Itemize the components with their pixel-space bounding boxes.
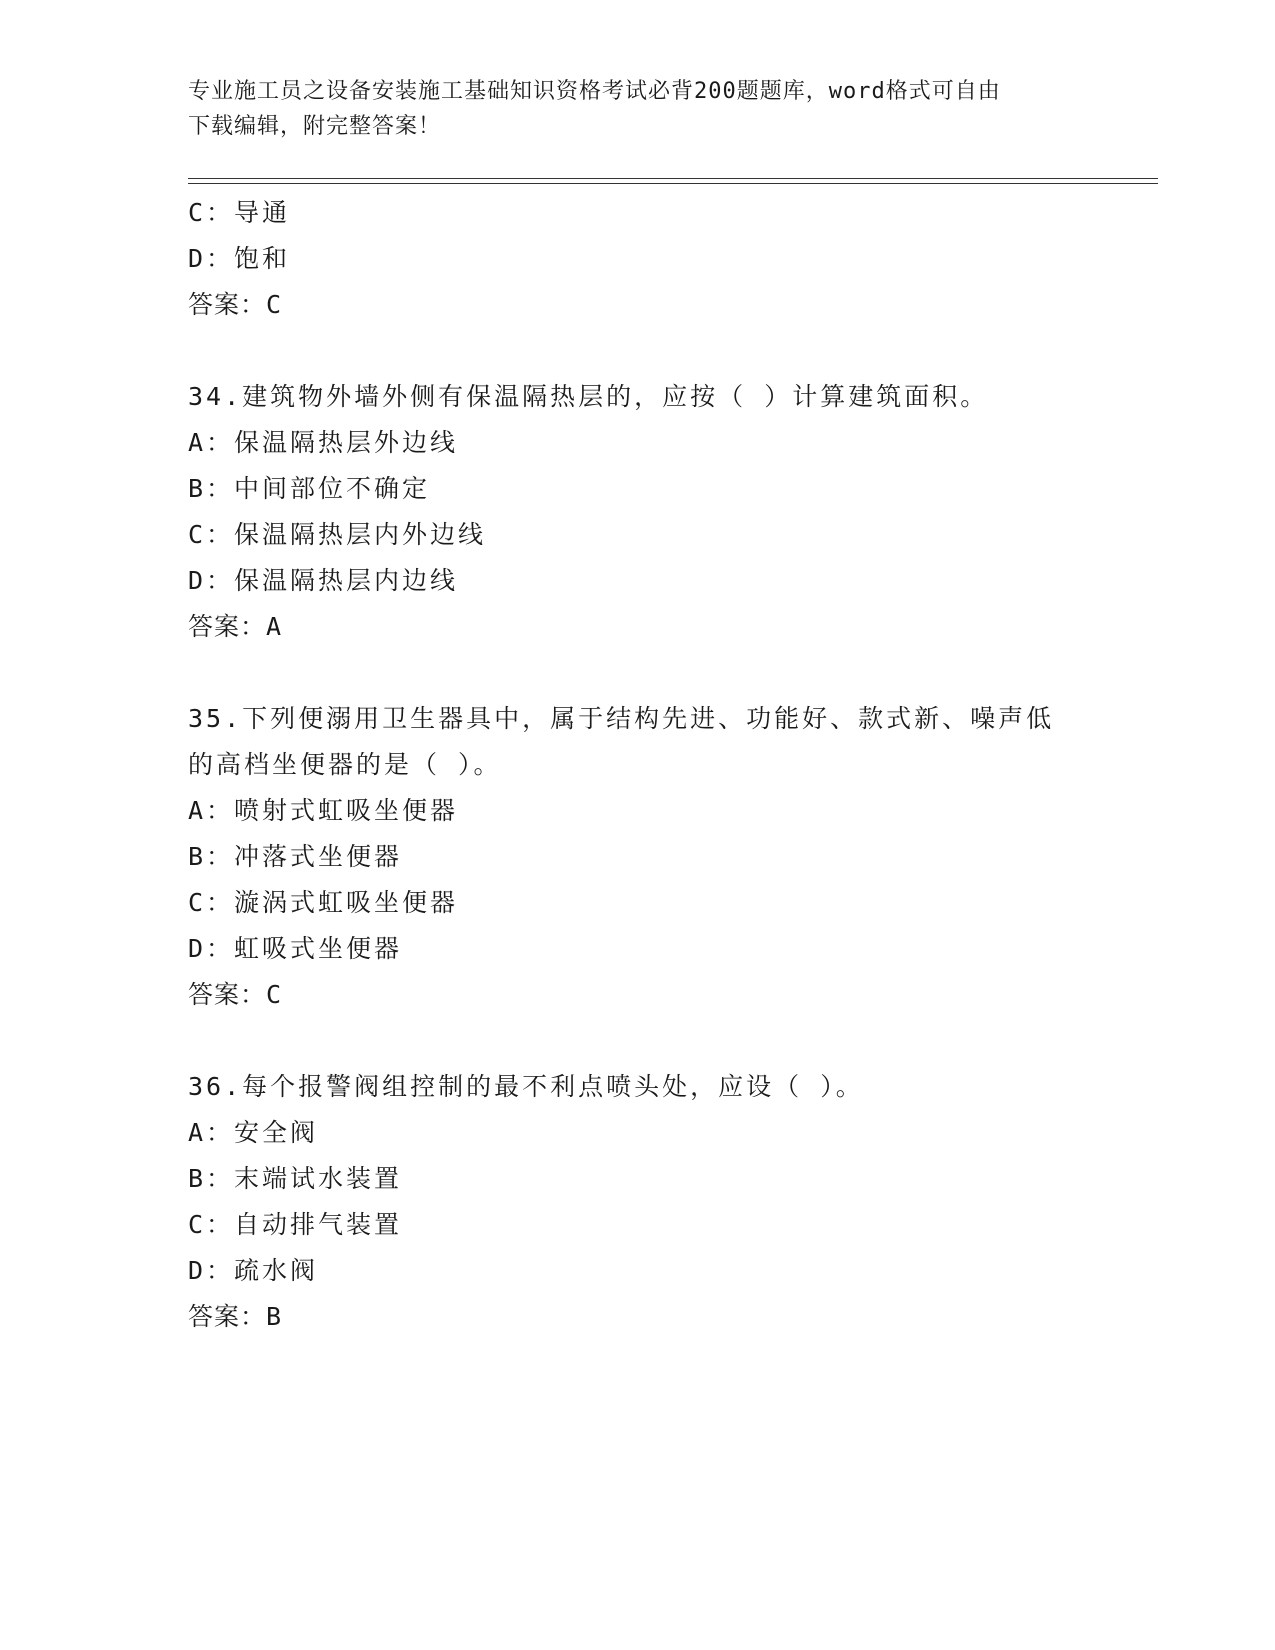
header-divider-bottom (188, 183, 1158, 184)
answer-label: 答案： (188, 612, 267, 641)
header-title-line-2: 下载编辑，附完整答案！ (188, 114, 442, 139)
spacer (188, 328, 1088, 374)
question-36 (188, 1064, 1088, 1340)
answer-label: 答案： (188, 290, 267, 319)
header-divider-top (188, 178, 1158, 179)
option-c: C：自动排气装置 (188, 1210, 403, 1239)
spacer (188, 1018, 1088, 1064)
answer-value: A (266, 612, 283, 641)
question-34 (188, 374, 1088, 650)
document-header (188, 74, 1088, 144)
option-c: C：漩涡式虹吸坐便器 (188, 888, 459, 917)
option-d: D：虹吸式坐便器 (188, 934, 403, 963)
question-stem: 34.建筑物外墙外侧有保温隔热层的，应按（ ）计算建筑面积。 (188, 382, 989, 411)
question-35 (188, 696, 1088, 1018)
question-list (188, 190, 1088, 1340)
option-b: B：冲落式坐便器 (188, 842, 403, 871)
question-stem-line-1: 35.下列便溺用卫生器具中，属于结构先进、功能好、款式新、噪声低 (188, 704, 1055, 733)
option-c: C：导通 (188, 198, 291, 227)
header-title-line-1: 专业施工员之设备安装施工基础知识资格考试必背200题题库，word格式可自由 (188, 79, 1001, 104)
option-d: D：疏水阀 (188, 1256, 319, 1285)
option-b: B：中间部位不确定 (188, 474, 431, 503)
spacer (188, 650, 1088, 696)
answer-line (188, 604, 1088, 650)
answer-label: 答案： (188, 980, 267, 1009)
answer-label: 答案： (188, 1302, 267, 1331)
answer-line (188, 1294, 1088, 1340)
question-stem-line-2: 的高档坐便器的是（ ）。 (188, 750, 502, 779)
answer-value: C (266, 980, 283, 1009)
option-b: B：末端试水装置 (188, 1164, 403, 1193)
option-c: C：保温隔热层内外边线 (188, 520, 487, 549)
answer-value: C (266, 290, 283, 319)
option-a: A：保温隔热层外边线 (188, 428, 459, 457)
option-a: A：安全阀 (188, 1118, 319, 1147)
option-d: D：饱和 (188, 244, 291, 273)
answer-line (188, 972, 1088, 1018)
option-d: D：保温隔热层内边线 (188, 566, 459, 595)
option-a: A：喷射式虹吸坐便器 (188, 796, 459, 825)
previous-question-tail (188, 190, 1088, 328)
answer-value: B (266, 1302, 283, 1331)
answer-line (188, 282, 1088, 328)
question-stem: 36.每个报警阀组控制的最不利点喷头处，应设（ ）。 (188, 1072, 864, 1101)
